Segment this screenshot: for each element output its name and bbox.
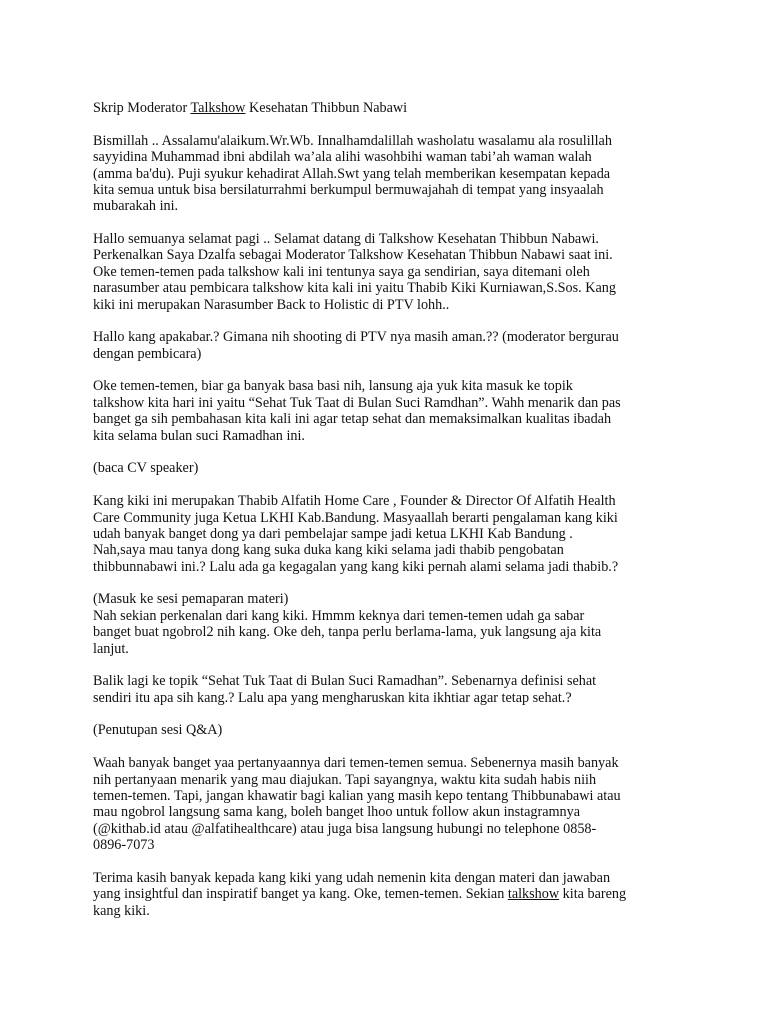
text-line	[93, 641, 681, 657]
text-line	[93, 428, 681, 444]
paragraph	[93, 378, 681, 444]
text-run: udah banyak banget dong ya dari pembelajar sampe jadi ketua LKHI Kab Bandung .	[93, 525, 573, 542]
document-title	[93, 100, 681, 116]
paragraph	[93, 133, 681, 215]
document-page	[93, 100, 681, 935]
text-line	[93, 149, 681, 165]
text-line	[93, 493, 681, 509]
text-run: (amma ba'du). Puji syukur kehadirat Allah.Swt yang telah memberikan kesempatan kepada	[93, 165, 611, 182]
paragraph	[93, 231, 681, 313]
text-run: banget buat ngobrol2 nih kang. Oke deh, tanpa perlu berlama-lama, yuk langsung aja kita	[93, 624, 602, 641]
text-line	[93, 722, 681, 738]
text-run: Perkenalkan Saya Dzalfa sebagai Moderator Talkshow Kesehatan Thibbun Nabawi saat ini.	[93, 247, 613, 264]
text-line	[93, 378, 681, 394]
text-line	[93, 182, 681, 198]
text-line	[93, 264, 681, 280]
text-run: (Masuk ke sesi pemaparan materi)	[93, 591, 289, 608]
text-run: Nah sekian perkenalan dari kang kiki. Hmmm keknya dari temen-temen udah ga sabar	[93, 607, 585, 624]
text-run: sendiri itu apa sih kang.? Lalu apa yang mengharuskan kita ikhtiar agar tetap sehat.?	[93, 689, 572, 706]
text-line	[93, 591, 681, 607]
text-run: mubarakah ini.	[93, 198, 179, 215]
paragraph	[93, 722, 681, 738]
text-line	[93, 100, 681, 116]
text-line	[93, 395, 681, 411]
text-line	[93, 673, 681, 689]
text-line	[93, 526, 681, 542]
text-line	[93, 166, 681, 182]
paragraph	[93, 673, 681, 706]
text-run: talkshow kita hari ini yaitu “Sehat Tuk Taat di Bulan Suci Ramdhan”. Wahh menarik dan pas	[93, 394, 621, 411]
paragraph	[93, 591, 681, 657]
text-line	[93, 755, 681, 771]
text-line	[93, 133, 681, 149]
text-line	[93, 788, 681, 804]
text-run: Oke temen-temen pada talkshow kali ini tentunya saya ga sendirian, saya ditemani oleh	[93, 263, 590, 280]
text-line	[93, 624, 681, 640]
text-line	[93, 329, 681, 345]
text-line	[93, 870, 681, 886]
text-line	[93, 280, 681, 296]
text-line	[93, 231, 681, 247]
text-run: kang kiki.	[93, 902, 150, 919]
text-run: sayyidina Muhammad ibni abdilah wa’ala alihi wasohbihi waman tabi’ah waman walah	[93, 149, 592, 166]
text-run: Skrip Moderator	[93, 100, 191, 116]
paragraph	[93, 460, 681, 476]
text-run: banget ga sih pembahasan kita kali ini agar tetap sehat dan memaksimalkan kualitas ibadah	[93, 411, 612, 428]
paragraph	[93, 755, 681, 853]
text-run: kita semua untuk bisa bersilaturrahmi berkumpul bermuwajahah di tempat yang insyaalah	[93, 181, 604, 198]
text-run: kiki ini merupakan Narasumber Back to Holistic di PTV lohh..	[93, 296, 450, 313]
text-run: Bismillah .. Assalamu'alaikum.Wr.Wb. Innalhamdalillah washolatu wasalamu ala rosulillah	[93, 132, 612, 149]
text-run: dengan pembicara)	[93, 345, 202, 362]
text-run: (@kithab.id atau @alfatihealthcare) atau juga bisa langsung hubungi no telephone 0858-	[93, 820, 597, 837]
text-run: kita selama bulan suci Ramadhan ini.	[93, 427, 305, 444]
text-run: Hallo kang apakabar.? Gimana nih shooting di PTV nya masih aman.?? (moderator bergurau	[93, 329, 619, 346]
text-run: mau ngobrol langsung sama kang, boleh banget lhoo untuk follow akun instagramnya	[93, 804, 581, 821]
text-line	[93, 837, 681, 853]
text-line	[93, 297, 681, 313]
text-run: Kang kiki ini merupakan Thabib Alfatih Home Care , Founder & Director Of Alfatih Health	[93, 493, 616, 510]
text-line	[93, 886, 681, 902]
text-run: Care Community juga Ketua LKHI Kab.Bandung. Masyaallah berarti pengalaman kang kiki	[93, 509, 618, 526]
text-line	[93, 559, 681, 575]
text-run: yang insightful dan inspiratif banget ya kang. Oke, temen-temen. Sekian	[93, 886, 508, 903]
text-run: lanjut.	[93, 640, 129, 657]
text-run: Balik lagi ke topik “Sehat Tuk Taat di Bulan Suci Ramadhan”. Sebenarnya definisi sehat	[93, 673, 597, 690]
underlined-word: Talkshow	[190, 100, 246, 116]
text-run: (baca CV speaker)	[93, 460, 199, 477]
text-line	[93, 821, 681, 837]
text-run: nih pertanyaan menarik yang mau diajukan. Tapi sayangnya, waktu kita sudah habis niih	[93, 771, 597, 788]
text-line	[93, 772, 681, 788]
text-run: 0896-7073	[93, 837, 155, 854]
text-run: Terima kasih banyak kepada kang kiki yang udah nemenin kita dengan materi dan jawaban	[93, 869, 611, 886]
text-line	[93, 198, 681, 214]
text-run: Kesehatan Thibbun Nabawi	[245, 100, 408, 116]
text-line	[93, 510, 681, 526]
text-run: (Penutupan sesi Q&A)	[93, 722, 223, 739]
text-run: Waah banyak banget yaa pertanyaannya dari temen-temen semua. Sebenernya masih banyak	[93, 755, 619, 772]
text-line	[93, 460, 681, 476]
paragraph	[93, 329, 681, 362]
text-run: Hallo semuanya selamat pagi .. Selamat datang di Talkshow Kesehatan Thibbun Nabawi.	[93, 231, 599, 248]
text-run: narasumber atau pembicara talkshow kita kali ini yaitu Thabib Kiki Kurniawan,S.Sos. Kang	[93, 280, 616, 297]
paragraph	[93, 870, 681, 919]
text-run: Oke temen-temen, biar ga banyak basa basi nih, lansung aja yuk kita masuk ke topik	[93, 378, 573, 395]
text-run: kita bareng	[559, 886, 627, 903]
text-line	[93, 346, 681, 362]
text-line	[93, 690, 681, 706]
text-run: temen-temen. Tapi, jangan khawatir bagi kalian yang masih kepo tentang Thibbunabawi atau	[93, 787, 621, 804]
text-line	[93, 903, 681, 919]
text-line	[93, 542, 681, 558]
text-line	[93, 411, 681, 427]
underlined-word: talkshow	[507, 886, 560, 903]
text-run: Nah,saya mau tanya dong kang suka duka kang kiki selama jadi thabib pengobatan	[93, 542, 564, 559]
text-run: thibbunnabawi ini.? Lalu ada ga kegagalan yang kang kiki pernah alami selama jadi thabib.?	[93, 558, 619, 575]
text-line	[93, 804, 681, 820]
text-line	[93, 608, 681, 624]
text-line	[93, 247, 681, 263]
paragraph	[93, 493, 681, 575]
